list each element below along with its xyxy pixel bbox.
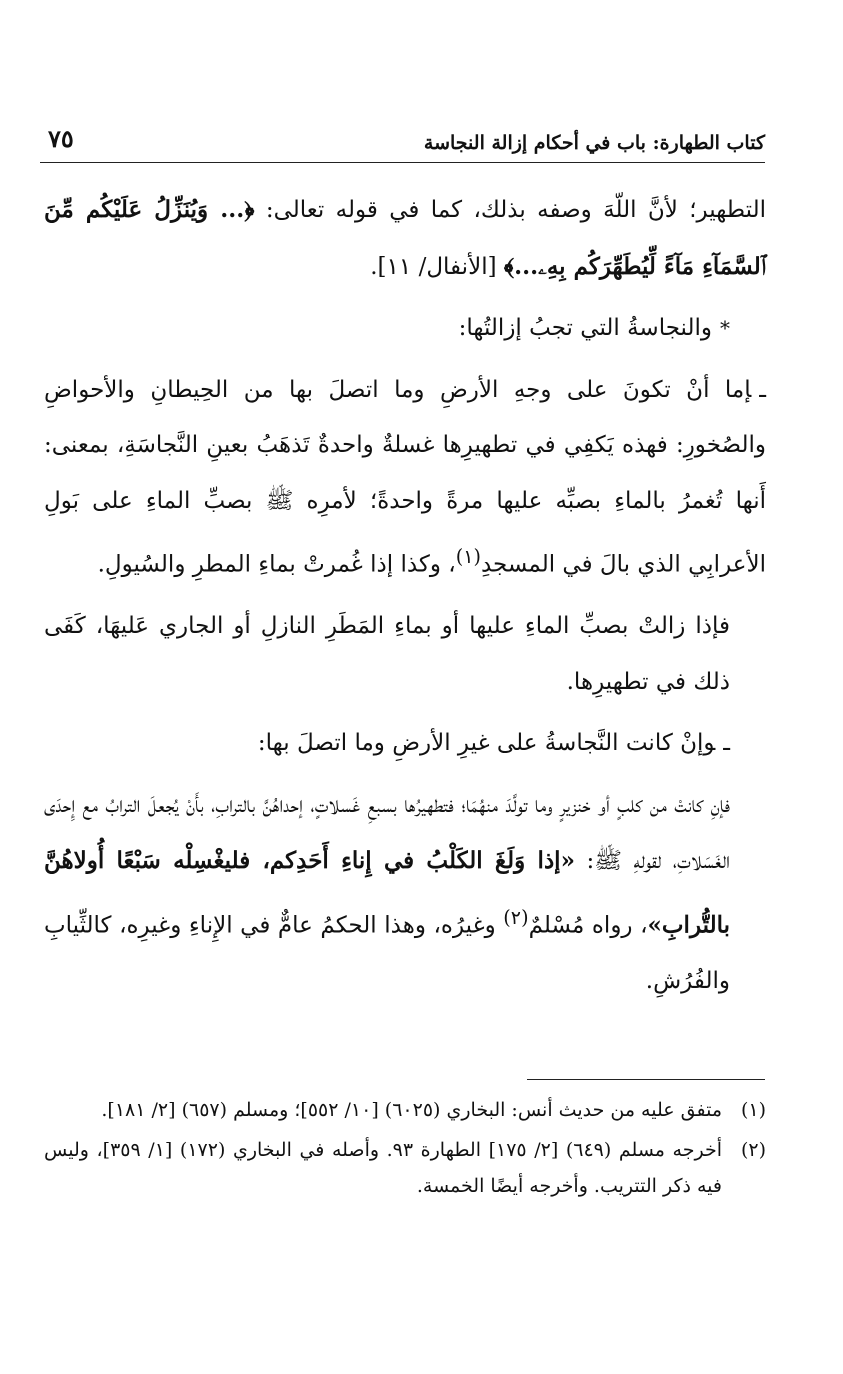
page-header [40,118,765,163]
paragraph-4-text: فإذا زالتْ بصبِّ الماءِ عليها أو بماءِ المَطَرِ النازلِ أو الجاري عَليهَا، كَفَى ذلك في تطهيرِها. [44,613,730,695]
main-text [44,182,766,1009]
paragraph-1 [44,182,766,295]
dash-marker: ـ [759,376,766,403]
paragraph-3-text-after: ، وكذا إذا غُمرتْ بماءِ المطرِ والسُيولِ. [97,551,456,578]
verse-reference: [الأنفال/ ١١]. [370,253,504,280]
footnote-ref-1[interactable]: (١) [455,545,481,568]
footnote-separator [527,1079,765,1080]
paragraph-6-text-b: ، رواه مُسْلمٌ [528,912,648,939]
paragraph-2 [44,301,766,357]
paragraph-6-text-c: وغيرُه، وهذا الحكمُ عامٌّ في الإِناءِ وغيرِه، كالثِّيابِ والفُرُشِ. [44,912,730,994]
footnote-text: متفق عليه من حديث أنس: البخاري (٦٠٢٥) [١٠/ ٥٥٢]؛ ومسلم (٦٥٧) [٢/ ١٨١]. [101,1099,722,1121]
star-marker: * [720,316,730,340]
paragraph-4 [44,599,766,710]
footnote-2 [44,1132,766,1204]
footnotes [44,1092,766,1208]
footnote-number: (١) [740,1099,766,1121]
paragraph-1-text-a: التطهير؛ لأنَّ اللّهَ وصفه بذلك، كما في قوله تعالى: [254,197,766,223]
quran-verse: ﴿... وَيُنَزِّلُ عَلَيْكُم مِّنَ ٱلسَّمَآءِ مَآءً لِّيُطَهِّرَكُم بِهِۦ...﴾ [44,196,766,280]
paragraph-5 [44,716,766,772]
footnote-ref-2[interactable]: (٢) [503,905,529,929]
paragraph-3 [44,363,766,594]
footnote-number: (٢) [740,1139,766,1161]
paragraph-3-text: إما أنْ تكونَ على وجهِ الأرضِ وما اتصلَ بها من الحِيطانِ والأحواضِ والصُخورِ: فهذه يَكفِي في تطهيرِها غسلةٌ واحدةٌ تَذهَبُ بعينِ النَّجاسَةِ، بمعنى: أَنها تُغمرُ بالماءِ بصبِّه عليها مرةً واحدةً؛ لأمرِه ﷺ بصبِّ الماءِ على بَولِ الأعرابِي الذي بالَ في المسجدِ [44,376,766,578]
dash-marker: ـ [723,730,730,757]
paragraph-6 [44,778,766,1010]
paragraph-6-text-a: فإنِ كانتْ من كلبٍ أو خنزيرٍ وما تولَّدَ منهُمَا؛ فتطهيرُها بسبعِ غَسلاتٍ، إحداهُنَّ بالترابِ، بأَنْ يُجعلَ الترابُ مع إِحدَى الغَسَلاتِ، لقولهِ ﷺ: [44,791,730,875]
paragraph-5-text: وإنْ كانت النَّجاسةُ على غيرِ الأرضِ وما اتصلَ بها: [257,730,716,757]
footnote-1 [44,1092,766,1128]
footnote-text: أخرجه مسلم (٦٤٩) [٢/ ١٧٥] الطهارة ٩٣. وأصله في البخاري (١٧٢) [١/ ٣٥٩]، وليس فيه ذكر التتريب. وأخرجه أيضًا الخمسة. [44,1139,722,1197]
page-number: ٧٥ [48,124,74,153]
running-title: كتاب الطهارة: باب في أحكام إزالة النجاسة [423,132,765,154]
hadith-quote: «إذا وَلَغَ الكَلْبُ في إِناءِ أَحَدِكم، فليغْسِلْه سَبْعًا أُولاهُنَّ بالتُّرابِ» [44,847,730,939]
paragraph-2-text: والنجاسةُ التي تجبُ إزالتُها: [458,315,712,341]
